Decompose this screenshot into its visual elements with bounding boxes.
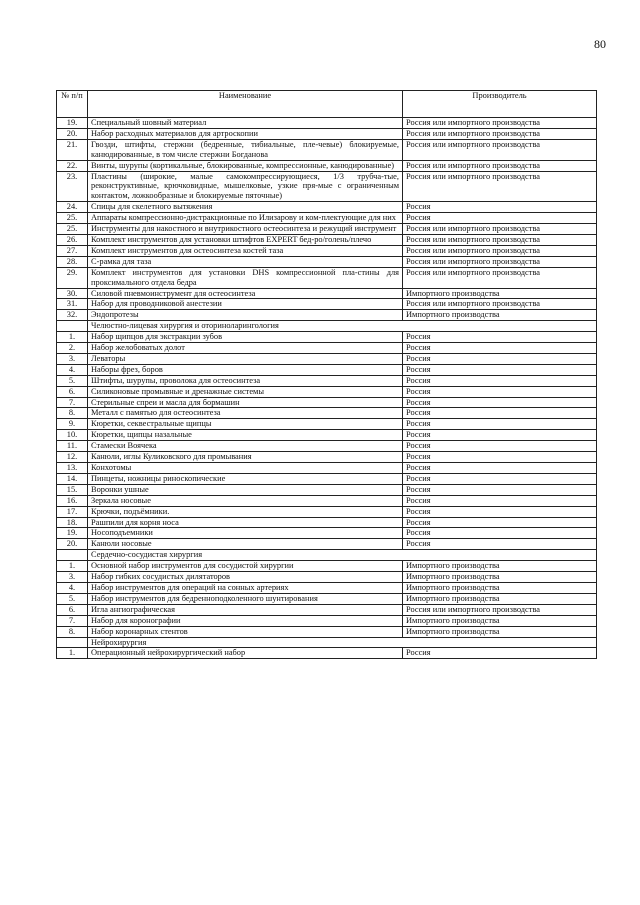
cell-name: Набор инструментов для бедренноподколенного шунтирования	[88, 593, 403, 604]
table-row	[57, 561, 597, 572]
cell-num: 13.	[57, 463, 88, 474]
cell-maker: Россия или импортного производства	[403, 224, 597, 235]
cell-maker: Россия	[403, 386, 597, 397]
cell-name: Крючки, подъёмники.	[88, 506, 403, 517]
cell-name: Комплект инструментов для остеосинтеза костей таза	[88, 245, 403, 256]
cell-num: 9.	[57, 419, 88, 430]
cell-num: 1.	[57, 332, 88, 343]
cell-name: Эндопротезы	[88, 310, 403, 321]
cell-maker: Россия	[403, 419, 597, 430]
cell-maker: Россия или импортного производства	[403, 128, 597, 139]
cell-num: 16.	[57, 495, 88, 506]
cell-name: Рашпили для корня носа	[88, 517, 403, 528]
cell-num: 3.	[57, 572, 88, 583]
cell-maker: Россия или импортного производства	[403, 139, 597, 160]
cell-name: Канюли, иглы Куликовского для промывания	[88, 452, 403, 463]
cell-name: Пластины (широкие, малые самокомпрессирующиеся, 1/3 трубча-тые, реконструктивные, крючковидные, мышелковые, узкие пря-мые с ограниченным контактом, ложкообразные и блокируемые пяточные)	[88, 171, 403, 202]
table-row	[57, 332, 597, 343]
table-row	[57, 528, 597, 539]
table-row	[57, 648, 597, 659]
cell-maker: Россия	[403, 463, 597, 474]
cell-num: 32.	[57, 310, 88, 321]
cell-name: Стамески Воячека	[88, 441, 403, 452]
cell-num: 24.	[57, 202, 88, 213]
table-row	[57, 441, 597, 452]
cell-maker: Россия	[403, 408, 597, 419]
table-body	[57, 118, 597, 659]
cell-num: 25.	[57, 224, 88, 235]
section-num-cell	[57, 550, 88, 561]
cell-name: Основной набор инструментов для сосудистой хирургии	[88, 561, 403, 572]
cell-maker: Импортного производства	[403, 582, 597, 593]
cell-num: 14.	[57, 473, 88, 484]
cell-num: 20.	[57, 128, 88, 139]
table-row	[57, 118, 597, 129]
cell-maker: Россия	[403, 495, 597, 506]
cell-num: 27.	[57, 245, 88, 256]
cell-maker: Импортного производства	[403, 626, 597, 637]
cell-name: Кюретки, щипцы назальные	[88, 430, 403, 441]
section-title: Сердечно-сосудистая хирургия	[88, 550, 597, 561]
cell-num: 6.	[57, 604, 88, 615]
cell-num: 5.	[57, 593, 88, 604]
section-row	[57, 550, 597, 561]
cell-name: Зеркала носовые	[88, 495, 403, 506]
table-row	[57, 397, 597, 408]
cell-maker: Россия	[403, 430, 597, 441]
table-row	[57, 626, 597, 637]
table-row	[57, 245, 597, 256]
cell-maker: Россия	[403, 397, 597, 408]
cell-name: Носоподъемники	[88, 528, 403, 539]
table-row	[57, 364, 597, 375]
cell-num: 18.	[57, 517, 88, 528]
cell-maker: Россия	[403, 441, 597, 452]
page-number: 80	[594, 37, 606, 51]
cell-name: Набор коронарных стентов	[88, 626, 403, 637]
cell-maker: Россия	[403, 452, 597, 463]
cell-num: 31.	[57, 299, 88, 310]
table-row	[57, 517, 597, 528]
cell-maker: Россия или импортного производства	[403, 245, 597, 256]
table-header-row	[57, 91, 597, 118]
column-header-num: № п/п	[57, 91, 88, 118]
cell-name: Инструменты для накостного и внутрикостного остеосинтеза и режущий инструмент	[88, 224, 403, 235]
table-row	[57, 267, 597, 288]
cell-maker: Россия	[403, 213, 597, 224]
table-row	[57, 615, 597, 626]
cell-num: 23.	[57, 171, 88, 202]
table-row	[57, 572, 597, 583]
cell-maker: Россия	[403, 364, 597, 375]
cell-maker: Россия или импортного производства	[403, 234, 597, 245]
cell-num: 11.	[57, 441, 88, 452]
cell-name: Набор расходных материалов для артроскопии	[88, 128, 403, 139]
section-title: Челюстно-лицевая хирургия и оториноларингология	[88, 321, 597, 332]
table-row	[57, 408, 597, 419]
cell-num: 20.	[57, 539, 88, 550]
cell-name: С-рамка для таза	[88, 256, 403, 267]
column-header-name: Наименование	[88, 91, 403, 118]
cell-num: 6.	[57, 386, 88, 397]
section-row	[57, 637, 597, 648]
table-row	[57, 473, 597, 484]
cell-num: 4.	[57, 582, 88, 593]
cell-num: 12.	[57, 452, 88, 463]
cell-maker: Россия	[403, 539, 597, 550]
cell-name: Наборы фрез, боров	[88, 364, 403, 375]
table-row	[57, 256, 597, 267]
cell-name: Кюретки, секвестральные щипцы	[88, 419, 403, 430]
section-title: Нейрохирургия	[88, 637, 597, 648]
cell-maker: Россия или импортного производства	[403, 171, 597, 202]
table-row	[57, 430, 597, 441]
cell-maker: Россия или импортного производства	[403, 267, 597, 288]
cell-num: 21.	[57, 139, 88, 160]
table-row	[57, 506, 597, 517]
cell-num: 17.	[57, 506, 88, 517]
cell-maker: Россия	[403, 517, 597, 528]
cell-maker: Россия или импортного производства	[403, 256, 597, 267]
cell-maker: Россия	[403, 473, 597, 484]
section-row	[57, 321, 597, 332]
section-num-cell	[57, 637, 88, 648]
cell-maker: Импортного производства	[403, 593, 597, 604]
cell-num: 7.	[57, 615, 88, 626]
table-row	[57, 463, 597, 474]
cell-num: 1.	[57, 561, 88, 572]
cell-name: Канюли носовые	[88, 539, 403, 550]
cell-name: Набор желобоватых долот	[88, 343, 403, 354]
table-row	[57, 375, 597, 386]
cell-num: 8.	[57, 408, 88, 419]
products-table	[56, 90, 597, 659]
table-row	[57, 139, 597, 160]
cell-maker: Россия	[403, 343, 597, 354]
cell-num: 25.	[57, 213, 88, 224]
cell-num: 5.	[57, 375, 88, 386]
cell-num: 3.	[57, 353, 88, 364]
cell-name: Силовой пневмоинструмент для остеосинтеза	[88, 288, 403, 299]
cell-maker: Россия или импортного производства	[403, 604, 597, 615]
table-row	[57, 484, 597, 495]
cell-name: Воронки ушные	[88, 484, 403, 495]
cell-num: 19.	[57, 528, 88, 539]
cell-maker: Импортного производства	[403, 310, 597, 321]
cell-maker: Россия или импортного производства	[403, 118, 597, 129]
cell-name: Конхотомы	[88, 463, 403, 474]
cell-num: 15.	[57, 484, 88, 495]
cell-name: Стерильные спреи и масла для бормашин	[88, 397, 403, 408]
cell-maker: Импортного производства	[403, 572, 597, 583]
table-row	[57, 224, 597, 235]
table-row	[57, 160, 597, 171]
cell-num: 26.	[57, 234, 88, 245]
table-row	[57, 593, 597, 604]
table-row	[57, 128, 597, 139]
cell-name: Набор гибких сосудистых дилятаторов	[88, 572, 403, 583]
cell-maker: Импортного производства	[403, 615, 597, 626]
cell-name: Набор для проводниковой анестезии	[88, 299, 403, 310]
cell-name: Операционный нейрохирургический набор	[88, 648, 403, 659]
cell-maker: Россия	[403, 528, 597, 539]
table-row	[57, 202, 597, 213]
cell-name: Комплект инструментов для установки DHS компрессионной пла-стины для проксимального отдела бедра	[88, 267, 403, 288]
cell-maker: Россия	[403, 332, 597, 343]
table-row	[57, 452, 597, 463]
cell-name: Силиконовые промывные и дренажные системы	[88, 386, 403, 397]
table-row	[57, 299, 597, 310]
cell-num: 2.	[57, 343, 88, 354]
table-row	[57, 288, 597, 299]
table-row	[57, 213, 597, 224]
cell-num: 4.	[57, 364, 88, 375]
cell-maker: Россия	[403, 202, 597, 213]
table-row	[57, 353, 597, 364]
cell-num: 19.	[57, 118, 88, 129]
cell-num: 10.	[57, 430, 88, 441]
table-row	[57, 604, 597, 615]
cell-name: Штифты, шурупы, проволока для остеосинтеза	[88, 375, 403, 386]
cell-maker: Россия	[403, 353, 597, 364]
cell-name: Винты, шурупы (кортикальные, блокированные, компрессионные, канюдированные)	[88, 160, 403, 171]
table-row	[57, 419, 597, 430]
cell-num: 22.	[57, 160, 88, 171]
cell-maker: Импортного производства	[403, 288, 597, 299]
cell-name: Аппараты компрессионно-дистракционные по Илизарову и ком-плектующие для них	[88, 213, 403, 224]
cell-name: Металл с памятью для остеосинтеза	[88, 408, 403, 419]
cell-maker: Россия или импортного производства	[403, 160, 597, 171]
table-row	[57, 495, 597, 506]
cell-num: 8.	[57, 626, 88, 637]
cell-name: Гвозди, штифты, стержни (бедренные, тибиальные, пле-чевые) блокируемые, канюдированные, в том числе стержни Богданова	[88, 139, 403, 160]
cell-name: Спицы для скелетного вытяжения	[88, 202, 403, 213]
table-row	[57, 386, 597, 397]
cell-maker: Россия	[403, 506, 597, 517]
cell-num: 7.	[57, 397, 88, 408]
table-row	[57, 343, 597, 354]
cell-name: Набор щипцов для экстракции зубов	[88, 332, 403, 343]
cell-name: Игла ангиографическая	[88, 604, 403, 615]
cell-num: 1.	[57, 648, 88, 659]
cell-name: Набор инструментов для операций на сонных артериях	[88, 582, 403, 593]
cell-maker: Россия	[403, 484, 597, 495]
cell-name: Набор для коронографии	[88, 615, 403, 626]
cell-maker: Россия	[403, 375, 597, 386]
cell-num: 28.	[57, 256, 88, 267]
cell-name: Комплект инструментов для установки штифтов EXPERT бед-ро/голень/плечо	[88, 234, 403, 245]
table-row	[57, 310, 597, 321]
cell-maker: Россия или импортного производства	[403, 299, 597, 310]
table-row	[57, 539, 597, 550]
cell-maker: Россия	[403, 648, 597, 659]
table-row	[57, 171, 597, 202]
cell-maker: Импортного производства	[403, 561, 597, 572]
cell-num: 30.	[57, 288, 88, 299]
cell-name: Пинцеты, ножницы риноскопические	[88, 473, 403, 484]
cell-name: Леваторы	[88, 353, 403, 364]
table-row	[57, 582, 597, 593]
column-header-maker: Производитель	[403, 91, 597, 118]
table-row	[57, 234, 597, 245]
cell-num: 29.	[57, 267, 88, 288]
section-num-cell	[57, 321, 88, 332]
cell-name: Специальный шовный материал	[88, 118, 403, 129]
